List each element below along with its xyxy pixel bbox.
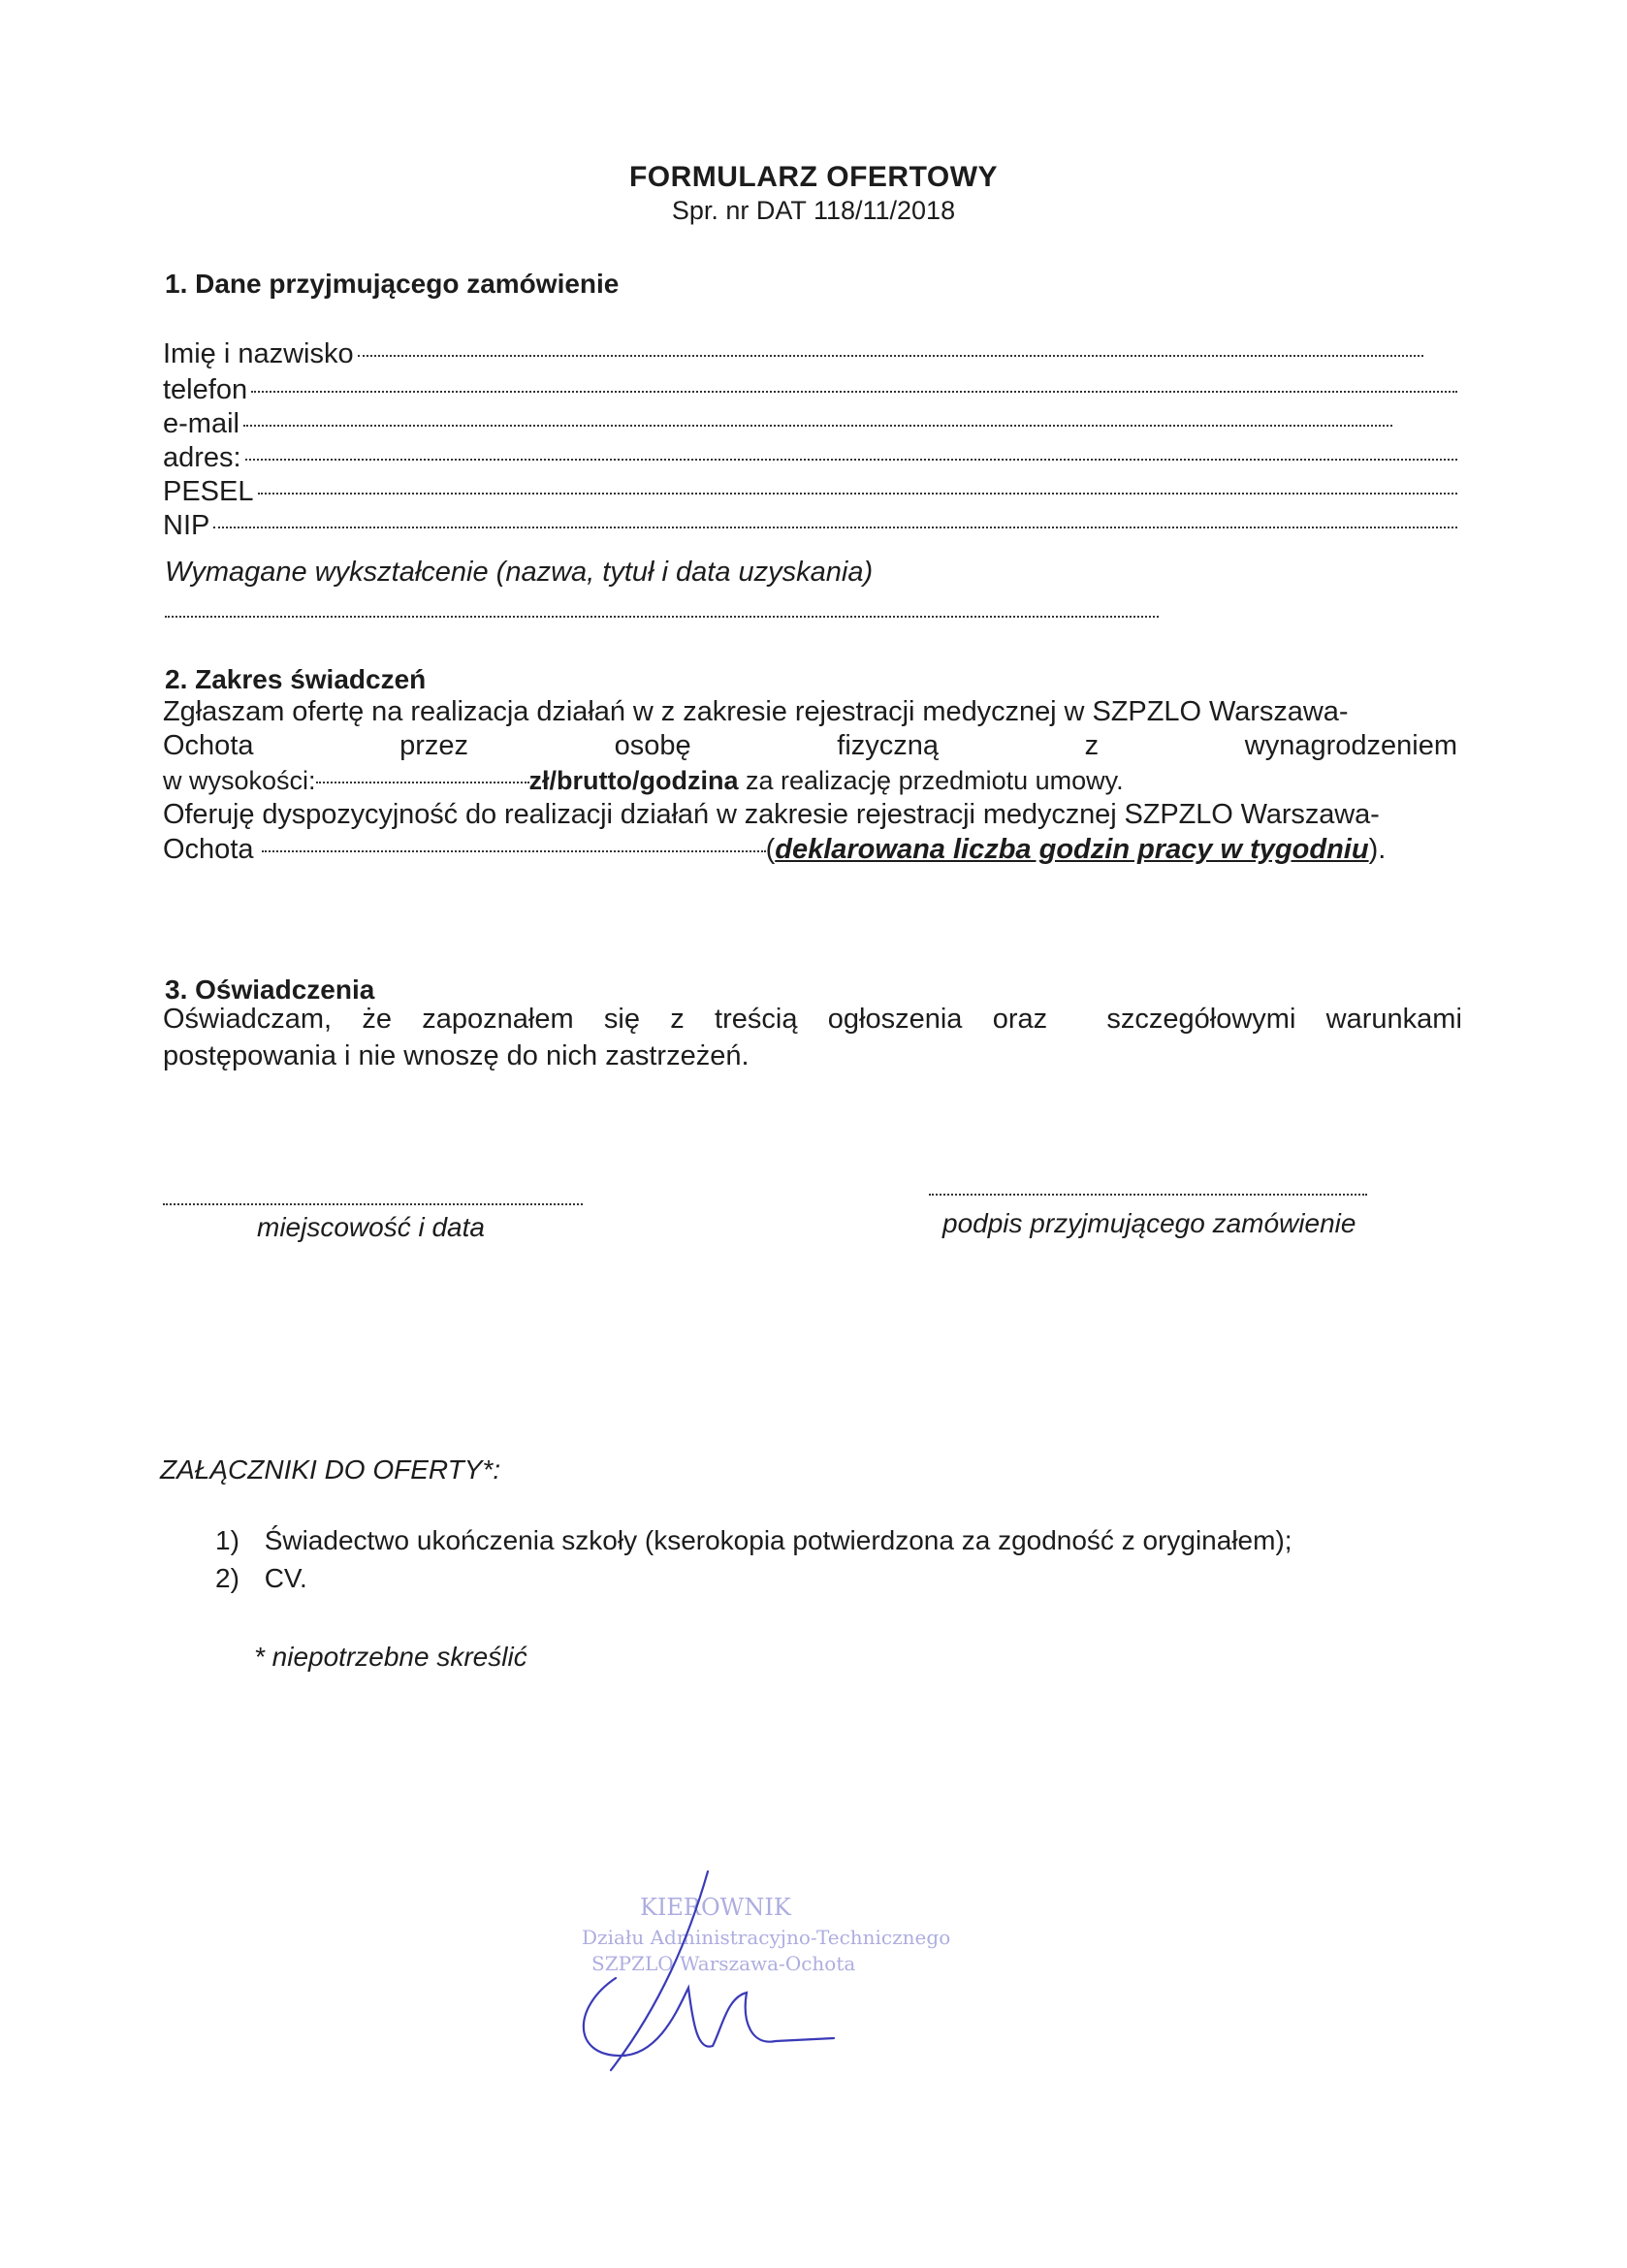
word: z [1084,730,1100,761]
word: szczegółowymi [1106,1004,1296,1035]
hours-declaration-note: deklarowana liczba godzin pracy w tygodniu [775,834,1369,865]
hours-open-paren: ( [765,834,776,865]
field-name-line[interactable] [358,354,1423,357]
section-3-line-1 [163,1004,1462,1036]
section-2-line-4: Oferuję dyspozycyjność do realizacji działań w zakresie rejestracji medycznej SZPZLO Warszawa- [163,799,1380,830]
word: treścią [715,1004,798,1035]
signature-line[interactable] [929,1193,1367,1196]
word: z [670,1004,685,1035]
field-phone-label: telefon [163,374,248,405]
word: warunkami [1325,1004,1462,1035]
section-2-heading: 2. Zakres świadczeń [165,664,427,694]
word: że [362,1004,392,1035]
word: Oświadczam, [163,1004,333,1035]
section-2-line-1: Zgłaszam ofertę na realizacja działań w z zakresie rejestracji medycznej w SZPZLO Warszawa- [163,696,1349,727]
word: się [603,1004,640,1035]
field-nip-label: NIP [163,510,210,541]
field-nip [163,510,1457,542]
field-email-label: e-mail [163,408,239,439]
rate-input-line[interactable] [316,781,529,783]
field-address-label: adres: [163,442,241,473]
official-stamp-signature [543,1862,951,2094]
form-title: FORMULARZ OFERTOWY [628,161,999,193]
section-2-line-2 [163,730,1457,762]
education-label: Wymagane wykształcenie (nazwa, tytuł i data uzyskania) [165,557,874,588]
attachment-1-number: 1) [215,1525,239,1555]
word: Ochota [163,730,254,761]
section-1-heading: 1. Dane przyjmującego zamówienie [165,269,620,299]
form-reference-number: Spr. nr DAT 118/11/2018 [671,196,956,225]
line-5-prefix: Ochota [163,834,254,865]
word: wynagrodzeniem [1244,730,1457,761]
field-name-label: Imię i nazwisko [163,338,354,369]
attachments-heading: ZAŁĄCZNIKI DO OFERTY*: [160,1454,501,1485]
section-3-heading: 3. Oświadczenia [165,974,375,1005]
field-pesel [163,476,1457,508]
place-date-line[interactable] [163,1202,583,1205]
rate-unit: zł/brutto/godzina [528,766,739,795]
field-nip-line[interactable] [213,526,1457,528]
word: osobę [614,730,691,761]
hours-close-paren: ). [1368,834,1387,865]
field-pesel-line[interactable] [258,492,1458,495]
field-email [163,408,1392,440]
word: ogłoszenia [827,1004,963,1035]
stamp-line-1: KIEROWNIK [640,1894,791,1921]
section-2-line-3 [163,766,1124,796]
field-address [163,442,1457,474]
field-pesel-label: PESEL [163,476,254,507]
word: fizyczną [837,730,940,761]
stamp-signature-graphic [543,1862,951,2094]
stamp-line-3: SZPZLO Warszawa-Ochota [591,1952,856,1975]
hours-input-line[interactable] [262,849,766,852]
field-phone [163,374,1457,406]
attachment-2 [215,1563,307,1594]
word: oraz [992,1004,1048,1035]
education-line[interactable] [165,615,1159,618]
attachment-1 [215,1525,1292,1556]
field-address-line[interactable] [245,458,1457,461]
footnote: * niepotrzebne skreślić [254,1642,527,1672]
section-3-line-2: postępowania i nie wnoszę do nich zastrzeżeń. [163,1040,750,1071]
field-phone-line[interactable] [251,390,1457,393]
attachment-2-text: CV. [264,1563,307,1593]
word: zapoznałem [422,1004,574,1035]
rate-prefix: w wysokości: [163,766,316,795]
word: przez [399,730,469,761]
attachment-2-number: 2) [215,1563,239,1593]
signature-caption: podpis przyjmującego zamówienie [942,1208,1356,1238]
stamp-line-2: Działu Administracyjno-Technicznego [582,1926,951,1949]
place-date-caption: miejscowość i data [257,1212,485,1242]
attachment-1-text: Świadectwo ukończenia szkoły (kserokopia potwierdzona za zgodność z oryginałem); [264,1525,1292,1555]
field-email-line[interactable] [243,424,1392,427]
field-name [163,338,1423,370]
rate-suffix: za realizację przedmiotu umowy. [738,766,1124,795]
section-2-line-5 [163,834,1386,866]
